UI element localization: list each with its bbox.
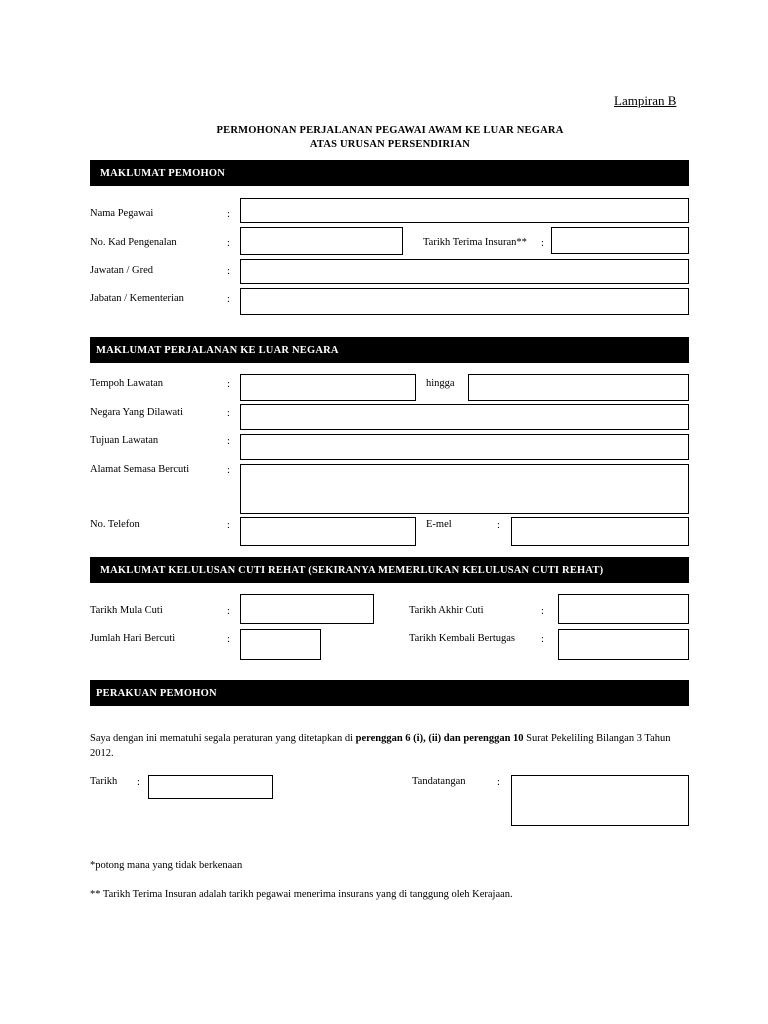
colon: : (227, 465, 230, 476)
label-jabatan-kementerian: Jabatan / Kementerian (90, 293, 184, 304)
tujuan-lawatan-field[interactable] (240, 434, 689, 460)
colon: : (497, 777, 500, 788)
section-header-cuti-rehat: MAKLUMAT KELULUSAN CUTI REHAT (SEKIRANYA MEMERLUKAN KELULUSAN CUTI REHAT) (90, 557, 689, 583)
section-header-pemohon: MAKLUMAT PEMOHON (90, 160, 689, 186)
tempoh-lawatan-to-field[interactable] (468, 374, 689, 401)
label-emel: E-mel (426, 519, 452, 530)
tempoh-lawatan-from-field[interactable] (240, 374, 416, 401)
colon: : (541, 238, 544, 249)
tarikh-mula-cuti-field[interactable] (240, 594, 374, 624)
colon: : (227, 266, 230, 277)
label-tarikh-mula-cuti: Tarikh Mula Cuti (90, 605, 163, 616)
no-telefon-field[interactable] (240, 517, 416, 546)
jawatan-gred-field[interactable] (240, 259, 689, 284)
colon: : (227, 209, 230, 220)
colon: : (227, 294, 230, 305)
declaration-text (90, 731, 690, 761)
label-tujuan-lawatan: Tujuan Lawatan (90, 435, 159, 446)
nama-pegawai-field[interactable] (240, 198, 689, 223)
tarikh-terima-insuran-field[interactable] (551, 227, 689, 254)
emel-field[interactable] (511, 517, 689, 546)
colon: : (227, 520, 230, 531)
colon: : (227, 436, 230, 447)
colon: : (227, 379, 230, 390)
label-tarikh-terima-insuran: Tarikh Terima Insuran** (423, 237, 527, 248)
label-negara-dilawati: Negara Yang Dilawati (90, 407, 184, 418)
label-tarikh-akhir-cuti: Tarikh Akhir Cuti (409, 605, 484, 616)
label-tandatangan: Tandatangan (412, 776, 466, 787)
section-header-perakuan: PERAKUAN PEMOHON (90, 680, 689, 706)
form-title-line2: ATAS URUSAN PERSENDIRIAN (309, 139, 471, 150)
colon: : (541, 634, 544, 645)
jumlah-hari-bercuti-field[interactable] (240, 629, 321, 660)
note-potong: *potong mana yang tidak berkenaan (90, 860, 243, 871)
label-tempoh-lawatan: Tempoh Lawatan (90, 378, 164, 389)
colon: : (541, 606, 544, 617)
declaration-bold: perenggan 6 (i), (ii) dan perenggan 10 (355, 733, 524, 744)
tarikh-akhir-cuti-field[interactable] (558, 594, 689, 624)
negara-dilawati-field[interactable] (240, 404, 689, 430)
note-insuran: ** Tarikh Terima Insuran adalah tarikh pegawai menerima insurans yang di tanggung oleh Kerajaan. (90, 889, 513, 900)
tarikh-field[interactable] (148, 775, 273, 799)
declaration-part1: Saya dengan ini mematuhi segala peraturan yang ditetapkan di (90, 733, 356, 744)
label-jawatan-gred: Jawatan / Gred (90, 265, 153, 276)
lampiran-label: Lampiran B (614, 93, 677, 108)
section-header-perjalanan: MAKLUMAT PERJALANAN KE LUAR NEGARA (90, 337, 689, 363)
alamat-semasa-bercuti-field[interactable] (240, 464, 689, 514)
label-tarikh: Tarikh (90, 776, 118, 787)
colon: : (227, 634, 230, 645)
label-no-telefon: No. Telefon (90, 519, 140, 530)
colon: : (497, 520, 500, 531)
label-nama-pegawai: Nama Pegawai (90, 208, 154, 219)
declaration-part2: Surat Pekeliling Bilangan 3 Tahun 2012. (90, 733, 671, 759)
label-jumlah-hari-bercuti: Jumlah Hari Bercuti (90, 633, 176, 644)
jabatan-kementerian-field[interactable] (240, 288, 689, 315)
tarikh-kembali-bertugas-field[interactable] (558, 629, 689, 660)
label-kad-pengenalan: No. Kad Pengenalan (90, 237, 177, 248)
label-tarikh-kembali-bertugas: Tarikh Kembali Bertugas (409, 633, 515, 644)
colon: : (137, 777, 140, 788)
form-title-line1: PERMOHONAN PERJALANAN PEGAWAI AWAM KE LUAR NEGARA (216, 125, 564, 136)
kad-pengenalan-field[interactable] (240, 227, 403, 255)
colon: : (227, 606, 230, 617)
colon: : (227, 408, 230, 419)
label-alamat-semasa-bercuti: Alamat Semasa Bercuti (90, 464, 190, 475)
label-hingga: hingga (426, 378, 455, 389)
tandatangan-field[interactable] (511, 775, 689, 826)
colon: : (227, 238, 230, 249)
